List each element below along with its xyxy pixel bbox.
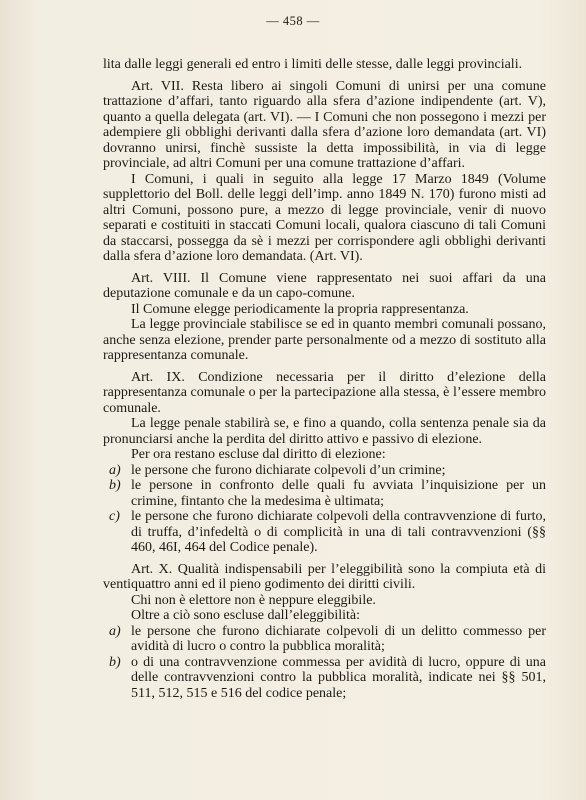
paragraph: Il Comune elegge periodicamente la propria rappresentanza.	[131, 301, 469, 317]
list-item	[103, 463, 546, 479]
paragraph: La legge provinciale stabilisce se ed in quanto membri comunali possano, anche senza elezione, prender parte personalmente od a mezzo di sostituto alla rappresentanza comunale.	[103, 317, 546, 363]
paragraph: Chi non è elettore non è neppure eleggibile.	[131, 592, 376, 608]
list-item-marker: a)	[109, 623, 121, 639]
page-number: — 458 —	[266, 14, 320, 28]
list-item-marker: a)	[109, 462, 121, 478]
list-item	[103, 655, 546, 702]
page-body	[103, 57, 546, 701]
paragraph: Art. VIII. Il Comune viene rappresentato nei suoi affari da una deputazione comunale e da un capo-comune.	[103, 270, 546, 301]
paragraph: Art. VII. Resta libero ai singoli Comuni di unirsi per una comune trattazione d’affari, tanto riguardo alla sfera d’azione indipendente (art. V), quanto a quella delegata (art. VI). — I Comuni che non possegono i mezzi per adempiere gli obblighi derivanti dalla sfera d’azione loro demandata (art. VI) dovranno unirsi, finchè sussiste la detta impossibilità, in via di legge provinciale, ad altri Comuni per una comune trattazione d’affari.	[103, 78, 546, 171]
list-item	[103, 624, 546, 655]
list-item-text: le persone che furono dichiarate colpevoli della contravvenzione di furto, di truffa, d’infedeltà o di complicità in una di tali contravvenzioni (§§ 460, 46I, 464 del Codice penale).	[131, 509, 546, 555]
paragraph: Art. IX. Condizione necessaria per il diritto d’elezione della rappresentanza comunale o per la partecipazione alla stessa, è l’essere membro comunale.	[103, 369, 546, 416]
list-item-text: o di una contravvenzione commessa per avidità di lucro, oppure di una delle contravvenzioni contro la pubblica moralità, indicate nei §§ 501, 511, 512, 515 e 516 del codice penale;	[131, 654, 546, 701]
list-item	[103, 509, 546, 556]
paragraph: Per ora restano escluse dal diritto di elezione:	[131, 447, 386, 462]
paragraph: lita dalle leggi generali ed entro i limiti delle stesse, dalle leggi provinciali.	[103, 57, 523, 72]
list-item-marker: b)	[109, 654, 121, 670]
list-item-marker: b)	[109, 478, 121, 493]
paragraph: La legge penale stabilirà se, e fino a quando, colla sentenza penale sia da pronunciarsi anche la perdita del diritto attivo e passivo di elezione.	[103, 416, 546, 447]
list-item	[103, 478, 546, 509]
paragraph: Art. X. Qualità indispensabili per l’eleggibilità sono la compiuta età di ventiquattro anni ed il pieno godimento dei diritti civili.	[103, 561, 546, 592]
list-item-text: le persone che furono dichiarate colpevoli di un delitto commesso per avidità di lucro o contro la pubblica moralità;	[131, 623, 546, 654]
paragraph: I Comuni, i quali in seguito alla legge 17 Marzo 1849 (Volume supplettorio del Boll. delle leggi dell’imp. anno 1849 N. 170) furono misti ad altri Comuni, possono pure, a mezzo di legge provinciale, venir di nuovo separati e costituiti in staccati Comuni locali, qualora ciascuno di tali Comuni da staccarsi, possegga da sè i mezzi per corrispondere agli obblighi derivanti dalla sfera d’azione loro demandata. (Art. VI).	[103, 171, 546, 264]
list-item-marker: c)	[109, 509, 120, 524]
list-item-text: le persone in confronto delle quali fu avviata l’inquisizione per un crimine, fintanto che la medesima è ultimata;	[131, 478, 546, 509]
paragraph: Oltre a ciò sono escluse dall’eleggibilità:	[131, 608, 360, 623]
list-item-text: le persone che furono dichiarate colpevoli d’un crimine;	[131, 462, 446, 478]
